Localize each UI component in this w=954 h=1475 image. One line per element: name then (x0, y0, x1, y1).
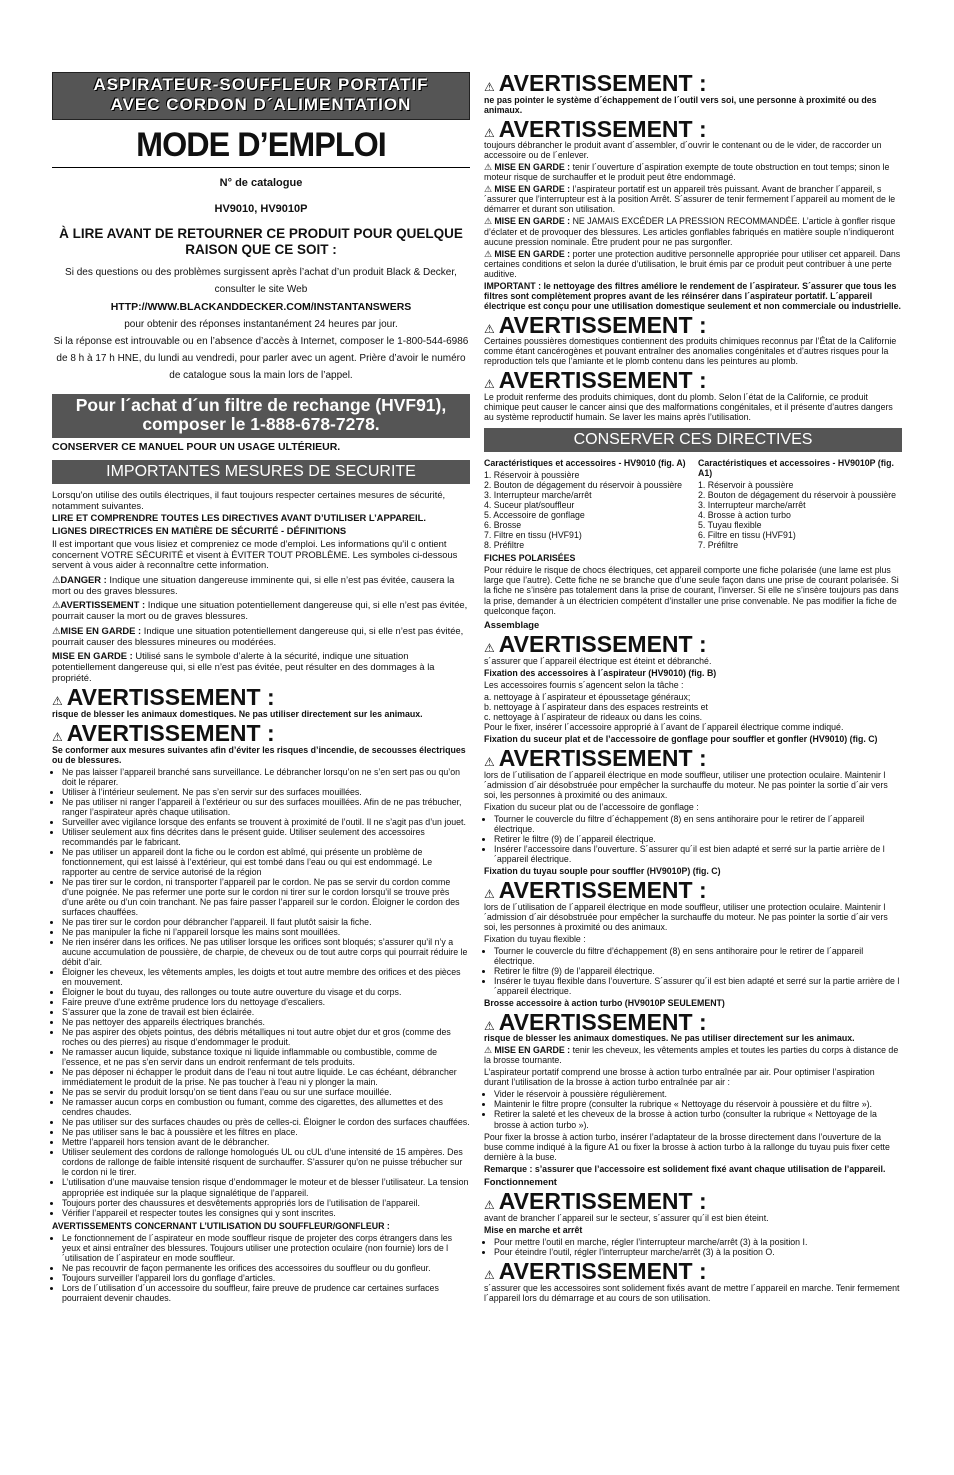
read-directive: LIRE ET COMPRENDRE TOUTES LES DIRECTIVES AVANT D’UTILISER L’APPAREIL. (52, 512, 426, 524)
left-column (52, 72, 470, 1305)
list-item: • Faire preuve d’une extrême prudence lors du nettoyage d’escaliers. (62, 997, 470, 1007)
list-item: • Vérifier l’appareil et respecter toutes les consignes qui y sont inscrites. (62, 1208, 470, 1218)
warning-turbo-text: risque de blesser les animaux domestiques. Ne pas utiliser directement sur les animaux. (484, 1033, 855, 1044)
hose-intro: Fixation du tuyau flexible : (484, 933, 586, 944)
garde2-text: Utilisé sans le symbole d’alerte à la sécurité, indique une situation potentiellement dangereuse qui, si elle n’est pas évitée, peut résulter en des dommages à la propriété. (52, 650, 435, 683)
warning-triangle-icon: ⚠ (484, 755, 495, 770)
list-item: • Ne pas utiliser sans le bac à poussière et les filtres en place. (62, 1127, 470, 1137)
list-item: a. nettoyage à l´aspirateur et époussetage généraux; (484, 691, 691, 702)
list-item: • L’utilisation d’une mauvaise tension risque d’endommager le moteur et de blesser l’utilisateur. La tension appropriée est indiquée sur la plaque signalétique de l’appareil. (62, 1177, 470, 1197)
definitions-intro: Il est important que vous lisiez et compreniez ce mode d’emploi. Les informations qu’il c ontient concernent VOTRE SÉCURITÉ et visent à ÉVITER TOUT PROBLÈME. Les symboles ci-dessous servent à vous aider à reconnaître cette information. (52, 537, 458, 571)
list-item: • Ne pas se servir du produit lorsqu’on se tient dans l’eau ou sur une surface mouillée. (62, 1087, 470, 1097)
list-item: • Insérer l’accessoire dans l’ouverture. S´assurer qu´il est bien adapté et serré sur la partie arrière de l´appareil électrique. (494, 844, 902, 864)
product-title-box (52, 72, 470, 120)
fix-list (484, 692, 902, 722)
filter-order-box: Pour l´achat d´un filtre de rechange (HVF91), composer le 1-888-678-7278. (52, 394, 470, 438)
warning-triangle-icon: ⚠ (484, 641, 495, 656)
avert-text: Indique une situation potentiellement dangereuse qui, si elle n’est pas évitée, pourrait causer la mort ou de graves blessures. (52, 599, 468, 622)
warning-triangle-icon: ⚠ (484, 125, 495, 140)
page-title: MODE D’EMPLOI (136, 126, 386, 164)
warning-triangle-icon: ⚠ (484, 1268, 495, 1283)
list-item: • Maintenir le filtre propre (consulter la rubrique « Nettoyage du réservoir à poussière et du filtre »). (494, 1099, 902, 1109)
warning-word: AVERTISSEMENT : (498, 1008, 707, 1035)
garde-label: MISE EN GARDE : (494, 162, 571, 173)
list-item: • Ne pas utiliser ni ranger l’appareil à l’extérieur ou sur des surfaces mouillées. Afin de ne pas trébucher, ranger l’aspirateur après chaque utilisation. (62, 797, 470, 817)
right-column (484, 72, 902, 1305)
list-item: 6. Filtre en tissu (HVF91) (698, 530, 796, 541)
blower-bullet-list (52, 1233, 470, 1303)
features-a-title: Caractéristiques et accessoires - HV9010 (fig. A) (484, 458, 686, 469)
list-item: • Lors de l´utilisation d´un accessoire du souffleur, faire preuve de prudence car certaines surfaces pourraient devenir chaudes. (62, 1283, 470, 1303)
warning-triangle-icon: ⚠ (484, 886, 495, 901)
list-item: • Ne pas tirer sur le cordon pour débrancher l’appareil. Il faut plutôt saisir la fiche. (62, 917, 470, 927)
save-directives-title: CONSERVER CES DIRECTIVES (484, 428, 902, 452)
product-line-1: ASPIRATEUR-SOUFFLEUR PORTATIF (93, 75, 429, 94)
onoff-title: Mise en marche et arrêt (484, 1224, 583, 1235)
hose-bullet-list (484, 946, 902, 996)
operation-heading: Fonctionnement (484, 1175, 557, 1187)
warning-triangle-icon: ⚠ (484, 184, 492, 195)
garde-text: porter une protection auditive personnelle appropriée pour utiliser cet appareil. Dans certaines conditions et selon la durée d’utilisation, le bruit émis par ce produit peut contribuer à une perte auditive. (484, 248, 901, 279)
list-item: • Ne pas nettoyer des appareils électriques branchés. (62, 1017, 470, 1027)
catalog-label: N° de catalogue (219, 176, 303, 189)
garde-label: MISE EN GARDE : (494, 216, 571, 227)
warning-triangle-icon: ⚠ (484, 321, 495, 336)
fix-end: Pour le fixer, insérer l´accessoire approprié à l´avant de l´appareil électrique comme indiqué. (484, 722, 844, 733)
list-item: • Le fonctionnement de l´aspirateur en mode souffleur risque de projeter des corps étrangers dans les yeux et ainsi entraîner des blessures. Toujours utiliser une protection oculaire (non fournie) lors de l´utilisation de l´aspirateur en mode souffleur. (62, 1233, 470, 1263)
keep-manual-notice: CONSERVER CE MANUEL POUR UN USAGE ULTÉRIEUR. (52, 440, 341, 453)
safety-section-title: IMPORTANTES MESURES DE SECURITE (52, 460, 470, 484)
warning-general (52, 722, 470, 745)
turbo-title: Brosse accessoire à action turbo (HV9010P SEULEMENT) (484, 997, 725, 1008)
definitions-heading: LIGNES DIRECTRICES EN MATIÈRE DE SÉCURITÉ - DÉFINITIONS (52, 525, 347, 537)
list-item: • Éloigner les cheveux, les vêtements amples, les doigts et tout autre membre des orifices et des pièces en mouvement. (62, 967, 470, 987)
warning-unplug-text: toujours débrancher le produit avant d´assembler, d´ouvrir le contenant ou de le vider, de raccorder un accessoire ou de l´enlever. (484, 140, 882, 161)
warning-word: AVERTISSEMENT : (66, 720, 275, 747)
product-line-2: AVEC CORDON D´ALIMENTATION (110, 95, 412, 114)
turbo-text: L’aspirateur portatif comprend une brosse à action turbo entraînée par air. Pour optimiser l’aspiration durant l’utilisation de la brosse à action turbo entraînée par air : (484, 1067, 875, 1088)
list-item: • Tourner le couvercle du filtre d’échappement (8) en sens antihoraire pour le retirer de l´appareil électrique. (494, 946, 902, 966)
intro-text-3: Si la réponse est introuvable ou en l’absence d’accès à Internet, composer le 1-800-544-6986 de 8 h à 17 h HNE, du lundi au vendredi, pour parler avec un agent. Prière d’avoir le numéro de catalogue sous la main lors de l’appel. (53, 335, 469, 381)
warning-triangle-icon: ⚠ (484, 248, 492, 259)
warning-triangle-icon: ⚠ (52, 573, 61, 585)
list-item: • Retirer le filtre (9) de l´appareil électrique. (494, 834, 902, 844)
intro-text-2: pour obtenir des réponses instantanément 24 heures par jour. (124, 318, 398, 330)
support-url[interactable]: HTTP://WWW.BLACKANDDECKER.COM/INSTANTANSWERS (110, 300, 412, 313)
danger-text: Indique une situation dangereuse imminente qui, si elle n’est pas évitée, causera la mort ou des graves blessures. (52, 573, 455, 596)
turbo-bullet-list (484, 1089, 902, 1129)
list-item: • S’assurer que la zone de travail est bien éclairée. (62, 1007, 470, 1017)
list-item: • Ne ramasser aucun corps en combustion ou fumant, comme des cigarettes, des allumettes et des cendres chaudes. (62, 1097, 470, 1117)
list-item: • Ne pas utiliser un appareil dont la fiche ou le cordon est abîmé, qui présente un problème de fonctionnement, qui est laissé à l’extérieur, qui est tombé dans l’eau ou qui est endommagé. Le rapporter au centre de service autorisé de la région (62, 847, 470, 877)
warning-off-text: s´assurer que l´appareil électrique est éteint et débranché. (484, 655, 712, 666)
warning-accessories-text: s´assurer que les accessoires sont solidement fixés avant de mettre l´appareil en marche. Tenir fermement l´appareil lors du démarrage et au cours de son utilisation. (484, 1282, 900, 1303)
onoff-bullet-list (484, 1237, 902, 1257)
garde-text: l’aspirateur portatif est un appareil très puissant. Avant de brancher l´appareil, s´assurer que l’interrupteur est à la position Arrêt. S´assurer de tenir fermement l´appareil au moment de le démarrer et durant son utilisation. (484, 184, 896, 215)
plug-text: Pour réduire le risque de chocs électriques, cet appareil comporte une fiche polarisée (une lame est plus large que l’autre). Cette fiche ne se branche que d’une seule façon dans une prise de courant polarisée. Si la fiche ne s’insère pas totalement dans la prise de courant, l’inverser. Si elle ne s’insère toujours pas dans la prise, demander à un électricien compétent d’installer une prise convenable. Ne pas modifier la fiche de quelconque façon. (484, 565, 899, 616)
list-item: 4. Brosse à action turbo (698, 510, 791, 521)
warning-triangle-icon: ⚠ (484, 1045, 492, 1056)
warning-power-text: avant de brancher l´appareil sur le secteur, s´assurer qu´il est bien éteint. (484, 1212, 769, 1223)
list-item: • Retirer la saleté et les cheveux de la brosse à action turbo (consulter la rubrique « Nettoyage de la brosse à action turbo »). (494, 1109, 902, 1129)
list-item: • Vider le réservoir à poussière régulièrement. (494, 1089, 902, 1099)
intro-text: Si des questions ou des problèmes surgissent après l’achat d’un produit Black & Decker, consulter le site Web (65, 266, 457, 295)
turbo-end: Pour fixer la brosse à action turbo, insérer l’adaptateur de la brosse directement dans l’ouverture de la buse comme indiqué à la figure A1 ou fixer la brosse à action turbo à la rallonge du tuyau puis fixer cette dernière à la buse. (484, 1131, 890, 1162)
garde-label: MISE EN GARDE : (494, 248, 571, 259)
assembly-heading: Assemblage (484, 618, 540, 630)
list-item: 2. Bouton de dégagement du réservoir à poussière (484, 480, 683, 491)
hose-title: Fixation du tuyau souple pour souffler (HV9010P) (fig. C) (484, 865, 721, 876)
list-item: • Ne rien insérer dans les orifices. Ne pas utiliser lorsque les orifices sont bloqués; s’assurer qu’il n’y a aucune accumulation de poussière, de charpie, de cheveux ou de tout autre corps qui pourrait réduire le débit d’air. (62, 937, 470, 967)
list-item: • Utiliser à l’intérieur seulement. Ne pas s’en servir sur des surfaces mouillées. (62, 787, 470, 797)
garde-label: MISE EN GARDE : (494, 184, 571, 195)
warning-pets (52, 686, 470, 709)
warning-word: AVERTISSEMENT : (498, 876, 707, 903)
list-item: • Toujours porter des chaussures et desvêtements appropriés lors de l’utilisation de l’appareil. (62, 1198, 470, 1208)
list-item: • Ne pas utiliser sur des surfaces chaudes ou près de celles-ci. Éloigner le cordon des surfaces chauffées. (62, 1117, 470, 1127)
important-notice: IMPORTANT : le nettoyage des filtres améliore le rendement de l´aspirateur. S´assurer que tous les filtres sont complètement propres avant de les réinsérer dans l´aspirateur portatif. L´appareil électrique est conçu pour une utilisation domestique seulement et non commerciale ou industrielle. (484, 280, 901, 311)
warning-triangle-icon: ⚠ (484, 1198, 495, 1213)
list-item: • Éloigner le bout du tuyau, des rallonges ou toute autre ouverture du visage et du corps. (62, 987, 470, 997)
list-item: • Ne pas déposer ni échapper le produit dans de l’eau ni tout autre liquide. Le cas échéant, débrancher immédiatement le produit de la prise. Ne pas toucher à l’eau ni y plonger la main. (62, 1067, 470, 1087)
warning-pets-text: risque de blesser les animaux domestiques. Ne pas utiliser directement sur les animaux. (52, 709, 423, 720)
features-a-list (484, 470, 688, 550)
list-item: 8. Préfiltre (484, 540, 525, 551)
warning-triangle-icon: ⚠ (484, 162, 492, 173)
list-item: • Utiliser seulement des cordons de rallonge homologués UL ou cUL d’une intensité de 15 ampères. Des cordons de rallonge de faible intensité risquent de surchauffer. S’assurer qu’on ne puisse trébucher sur le cordon ni le tirer. (62, 1147, 470, 1177)
suceur-bullet-list (484, 814, 902, 864)
list-item: b. nettoyage à l´aspirateur dans des espaces restreints et (484, 701, 708, 712)
garde-text: Indique une situation potentiellement dangereuse qui, si elle n’est pas évitée, pourrait causer des blessures mineures ou modérées. (52, 624, 464, 647)
warning-word: AVERTISSEMENT : (498, 367, 707, 394)
plug-title: FICHES POLARISÉES (484, 553, 576, 564)
warning-exhaust-text: ne pas pointer le système d´échappement de l´outil vers soi, une personne à proximité ou des animaux. (484, 94, 877, 115)
list-item: • Ne pas tirer sur le cordon, ni transporter l’appareil par le cordon. Ne pas se servir du cordon comme d’une poignée. Ne pas refermer une porte sur le cordon ni tirer sur le cordon lorsqu’il se trouve près d’une arête ou d’un coin tranchant. Ne pas faire passer l’appareil sur le cordon. Éloigner le cordon des surfaces chauffées. (62, 877, 470, 917)
list-item: 6. Brosse (484, 520, 522, 531)
list-item: 5. Tuyau flexible (698, 520, 762, 531)
warning-dust-text: Certaines poussières domestiques contiennent des produits chimiques reconnus par l’État de la Californie comme étant cancérogènes et pouvant entraîner des anomalies congénitales et d’autres risques pour la reproduction tels que l’amiante et le plomb contenu dans les peintures au plomb. (484, 336, 897, 367)
safety-intro: Lorsqu'on utilise des outils électriques, il faut toujours respecter certaines mesures de sécurité, notamment suivantes. (52, 488, 446, 511)
list-item: 7. Filtre en tissu (HVF91) (484, 530, 582, 541)
list-item: • Pour mettre l’outil en marche, régler l’interrupteur marche/arrêt (3) à la position I. (494, 1237, 902, 1247)
warning-hose-text: lors de l´utilisation de l´appareil électrique en mode souffleur, utiliser une protection oculaire. Maintenir l´admission d´air désobstruée pour empêcher la surchauffe du moteur. Ne pas pointer la sortie d´air vers soi, les personnes à proximité ou des animaux. (484, 901, 888, 932)
features-section (484, 458, 902, 550)
warning-triangle-icon: ⚠ (52, 599, 61, 611)
list-item: • Toujours surveiller l’appareil lors du gonflage d’articles. (62, 1273, 470, 1283)
fix-text: Les accessoires fournis s´agencent selon la tâche : (484, 679, 684, 690)
list-item: • Ne pas laisser l’appareil branché sans surveillance. Le débrancher lorsqu’on ne s’en sert pas ou qu’on doit le réparer. (62, 767, 470, 787)
list-item: 7. Préfiltre (698, 540, 739, 551)
list-item: • Pour éteindre l’outil, régler l’interrupteur marche/arrêt (3) à la position O. (494, 1247, 902, 1257)
list-item: • Ne ramasser aucun liquide, substance toxique ni liquide inflammable ou combustible, comme de l’essence, et ne pas s’en servir dans un endroit renfermant de tels produits. (62, 1047, 470, 1067)
warning-triangle-icon: ⚠ (484, 80, 495, 94)
list-item: • Surveiller avec vigilance lorsque des enfants se trouvent à proximité de l’outil. Il ne s’agit pas d’un jouet. (62, 817, 470, 827)
catalog-numbers: HV9010, HV9010P (214, 202, 308, 215)
features-b-list (698, 480, 902, 550)
garde-text: NE JAMAIS EXCÉDER LA PRESSION RECOMMANDÉE. L’article à gonfler risque d’éclater et de provoquer des blessures. Les articles gonflables fabriqués en matière souple n’indiqueront aucune pression nominale. Être prudent pour ne pas surgonfler. (484, 216, 896, 247)
warning-word: AVERTISSEMENT : (498, 631, 707, 658)
garde-text: tenir l´ouverture d´aspiration exempte de toute obstruction en tout temps; sinon le moteur risque de surchauffer et le produit peut être endommagé. (484, 162, 890, 183)
warning-triangle-icon: ⚠ (484, 377, 495, 392)
warning-blower-text: lors de l´utilisation de l´appareil électrique en mode souffleur, utiliser une protection oculaire. Maintenir l´admission d´air désobstruée pour empêcher la surchauffe du moteur. Ne pas pointer la sortie d´air vers soi, les personnes à proximité ou des animaux. (484, 769, 888, 800)
warning-triangle-icon: ⚠ (52, 694, 63, 709)
list-item: • Tourner le couvercle du filtre d´échappement (8) en sens antihoraire pour le retirer de l´appareil électrique. (494, 814, 902, 834)
warning-triangle-icon: ⚠ (52, 730, 63, 745)
list-item: 2. Bouton de dégagement du réservoir à poussière (698, 490, 897, 501)
list-item: • Utiliser seulement aux fins décrites dans le présent guide. Utiliser seulement des accessoires recommandés par le fabricant. (62, 827, 470, 847)
read-before-notice: À LIRE AVANT DE RETOURNER CE PRODUIT POUR QUELQUE RAISON QUE CE SOIT : (59, 225, 463, 257)
divider (52, 167, 470, 168)
blower-warnings-title: AVERTISSEMENTS CONCERNANT L’UTILISATION DU SOUFFLEUR/GONFLEUR : (52, 1220, 390, 1231)
warning-word: AVERTISSEMENT : (66, 684, 275, 711)
list-item: • Retirer le filtre (9) de l’appareil électrique. (494, 966, 902, 976)
warning-word: AVERTISSEMENT : (498, 70, 707, 96)
remark: Remarque : s’assurer que l’accessoire est solidement fixé avant chaque utilisation de l’appareil. (484, 1163, 886, 1174)
warning-general-text: Se conformer aux mesures suivantes afin d’éviter les risques d’incendie, de secousses électriques ou de blessures. (52, 744, 466, 765)
warning-triangle-icon: ⚠ (52, 624, 61, 636)
garde-label: MISE EN GARDE : (60, 624, 142, 636)
list-item: 3. Interrupteur marche/arrêt (484, 490, 592, 501)
list-item: 5. Accessoire de gonflage (484, 510, 585, 521)
list-item: c. nettoyage à l´aspirateur de rideaux ou dans les coins. (484, 712, 703, 722)
garde2-label: MISE EN GARDE : (52, 650, 133, 662)
list-item: • Ne pas aspirer des objets pointus, des débris métalliques ni tout autre objet dur et gros (comme des roches ou des pierres) au risque d’endommager le produit. (62, 1027, 470, 1047)
danger-label: DANGER : (60, 573, 107, 585)
list-item: 3. Interrupteur marche/arrêt (698, 500, 806, 511)
list-item: • Insérer le tuyau flexible dans l’ouverture. S´assurer qu´il est bien adapté et serré sur la partie arrière de l´appareil électrique. (494, 976, 902, 996)
list-item: • Mettre l’appareil hors tension avant de le débrancher. (62, 1137, 470, 1147)
warning-word: AVERTISSEMENT : (498, 1188, 707, 1215)
warning-word: AVERTISSEMENT : (498, 311, 707, 338)
list-item: • Ne pas manipuler la fiche ni l’appareil lorsque les mains sont mouillées. (62, 927, 470, 937)
suceur-intro: Fixation du suceur plat ou de l’accessoire de gonflage : (484, 801, 699, 812)
warning-lead-text: Le produit renferme des produits chimiques, dont du plomb. Selon l´état de la Californie, ce produit chimique peut causer le cancer ainsi que des malformations congénitales, et il présente d’autres dangers au système reproductif humain. Se laver les mains après l’utilisation. (484, 392, 893, 423)
fix-title: Fixation des accessoires à l´aspirateur (HV9010) (fig. B) (484, 667, 717, 678)
garde-text: tenir les cheveux, les vêtements amples et toutes les parties du corps à distance de la brosse tournante. (484, 1045, 899, 1066)
list-item: • Ne pas recouvrir de façon permanente les orifices des accessoires du souffleur ou du gonfleur. (62, 1263, 470, 1273)
suceur-title: Fixation du suceur plat et de l’accessoire de gonflage pour souffler et gonfler (HV9010) (fig. C) (484, 734, 878, 745)
warning-word: AVERTISSEMENT : (498, 745, 707, 772)
features-b-title: Caractéristiques et accessoires - HV9010P (fig. A1) (698, 458, 894, 479)
garde-label: MISE EN GARDE : (494, 1045, 571, 1056)
safety-bullet-list (52, 767, 470, 1218)
warning-word: AVERTISSEMENT : (498, 115, 707, 142)
list-item: 4. Suceur plat/souffleur (484, 500, 575, 511)
avert-label: AVERTISSEMENT : (60, 599, 146, 611)
warning-triangle-icon: ⚠ (484, 216, 492, 227)
warning-triangle-icon: ⚠ (484, 1018, 495, 1033)
list-item: 1. Réservoir à poussière (484, 470, 580, 481)
warning-word: AVERTISSEMENT : (498, 1258, 707, 1285)
list-item: 1. Réservoir à poussière (698, 480, 794, 491)
